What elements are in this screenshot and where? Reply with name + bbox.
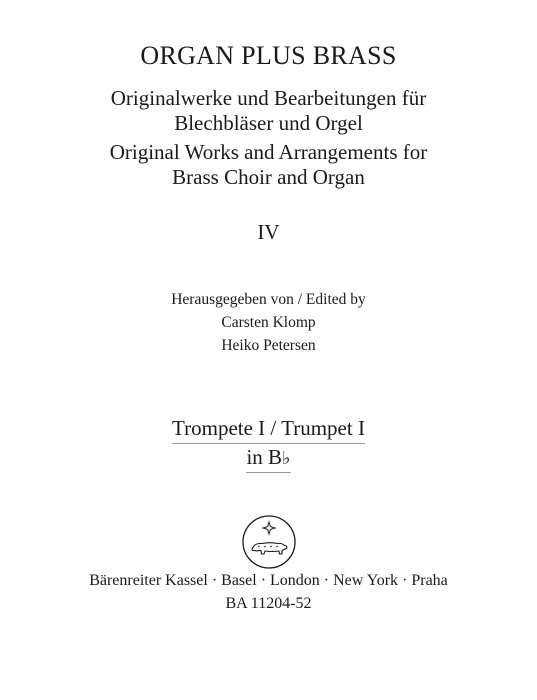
editor-name-2: Heiko Petersen: [221, 337, 316, 354]
subtitle-english-line-1: Original Works and Arrangements for: [109, 140, 428, 164]
subtitle-english-line-2: Brass Choir and Organ: [172, 165, 365, 189]
publisher-cities: Bärenreiter Kassel · Basel · London · New York · Praha: [89, 572, 448, 589]
part-name: Trompete I / Trumpet I: [172, 416, 365, 444]
star-icon: [263, 522, 275, 534]
editor-name-1: Carsten Klomp: [221, 314, 316, 331]
part-key: [246, 445, 290, 473]
catalog-number: BA 11204-52: [225, 595, 312, 612]
flat-sign: ♭: [282, 448, 291, 468]
bear-icon: [252, 543, 287, 554]
part-key-row: [0, 445, 537, 473]
subtitle-german-line-1: Originalwerke und Bearbeitungen für: [110, 86, 427, 110]
volume-number: IV: [257, 220, 280, 244]
part-key-prefix: in B: [246, 445, 283, 469]
baerenreiter-logo-icon: [241, 514, 297, 570]
series-title: ORGAN PLUS BRASS: [140, 41, 397, 70]
part-name-row: [0, 416, 537, 444]
editors-label: Herausgegeben von / Edited by: [171, 291, 366, 308]
subtitle-german-line-2: Blechbläser und Orgel: [174, 111, 363, 135]
